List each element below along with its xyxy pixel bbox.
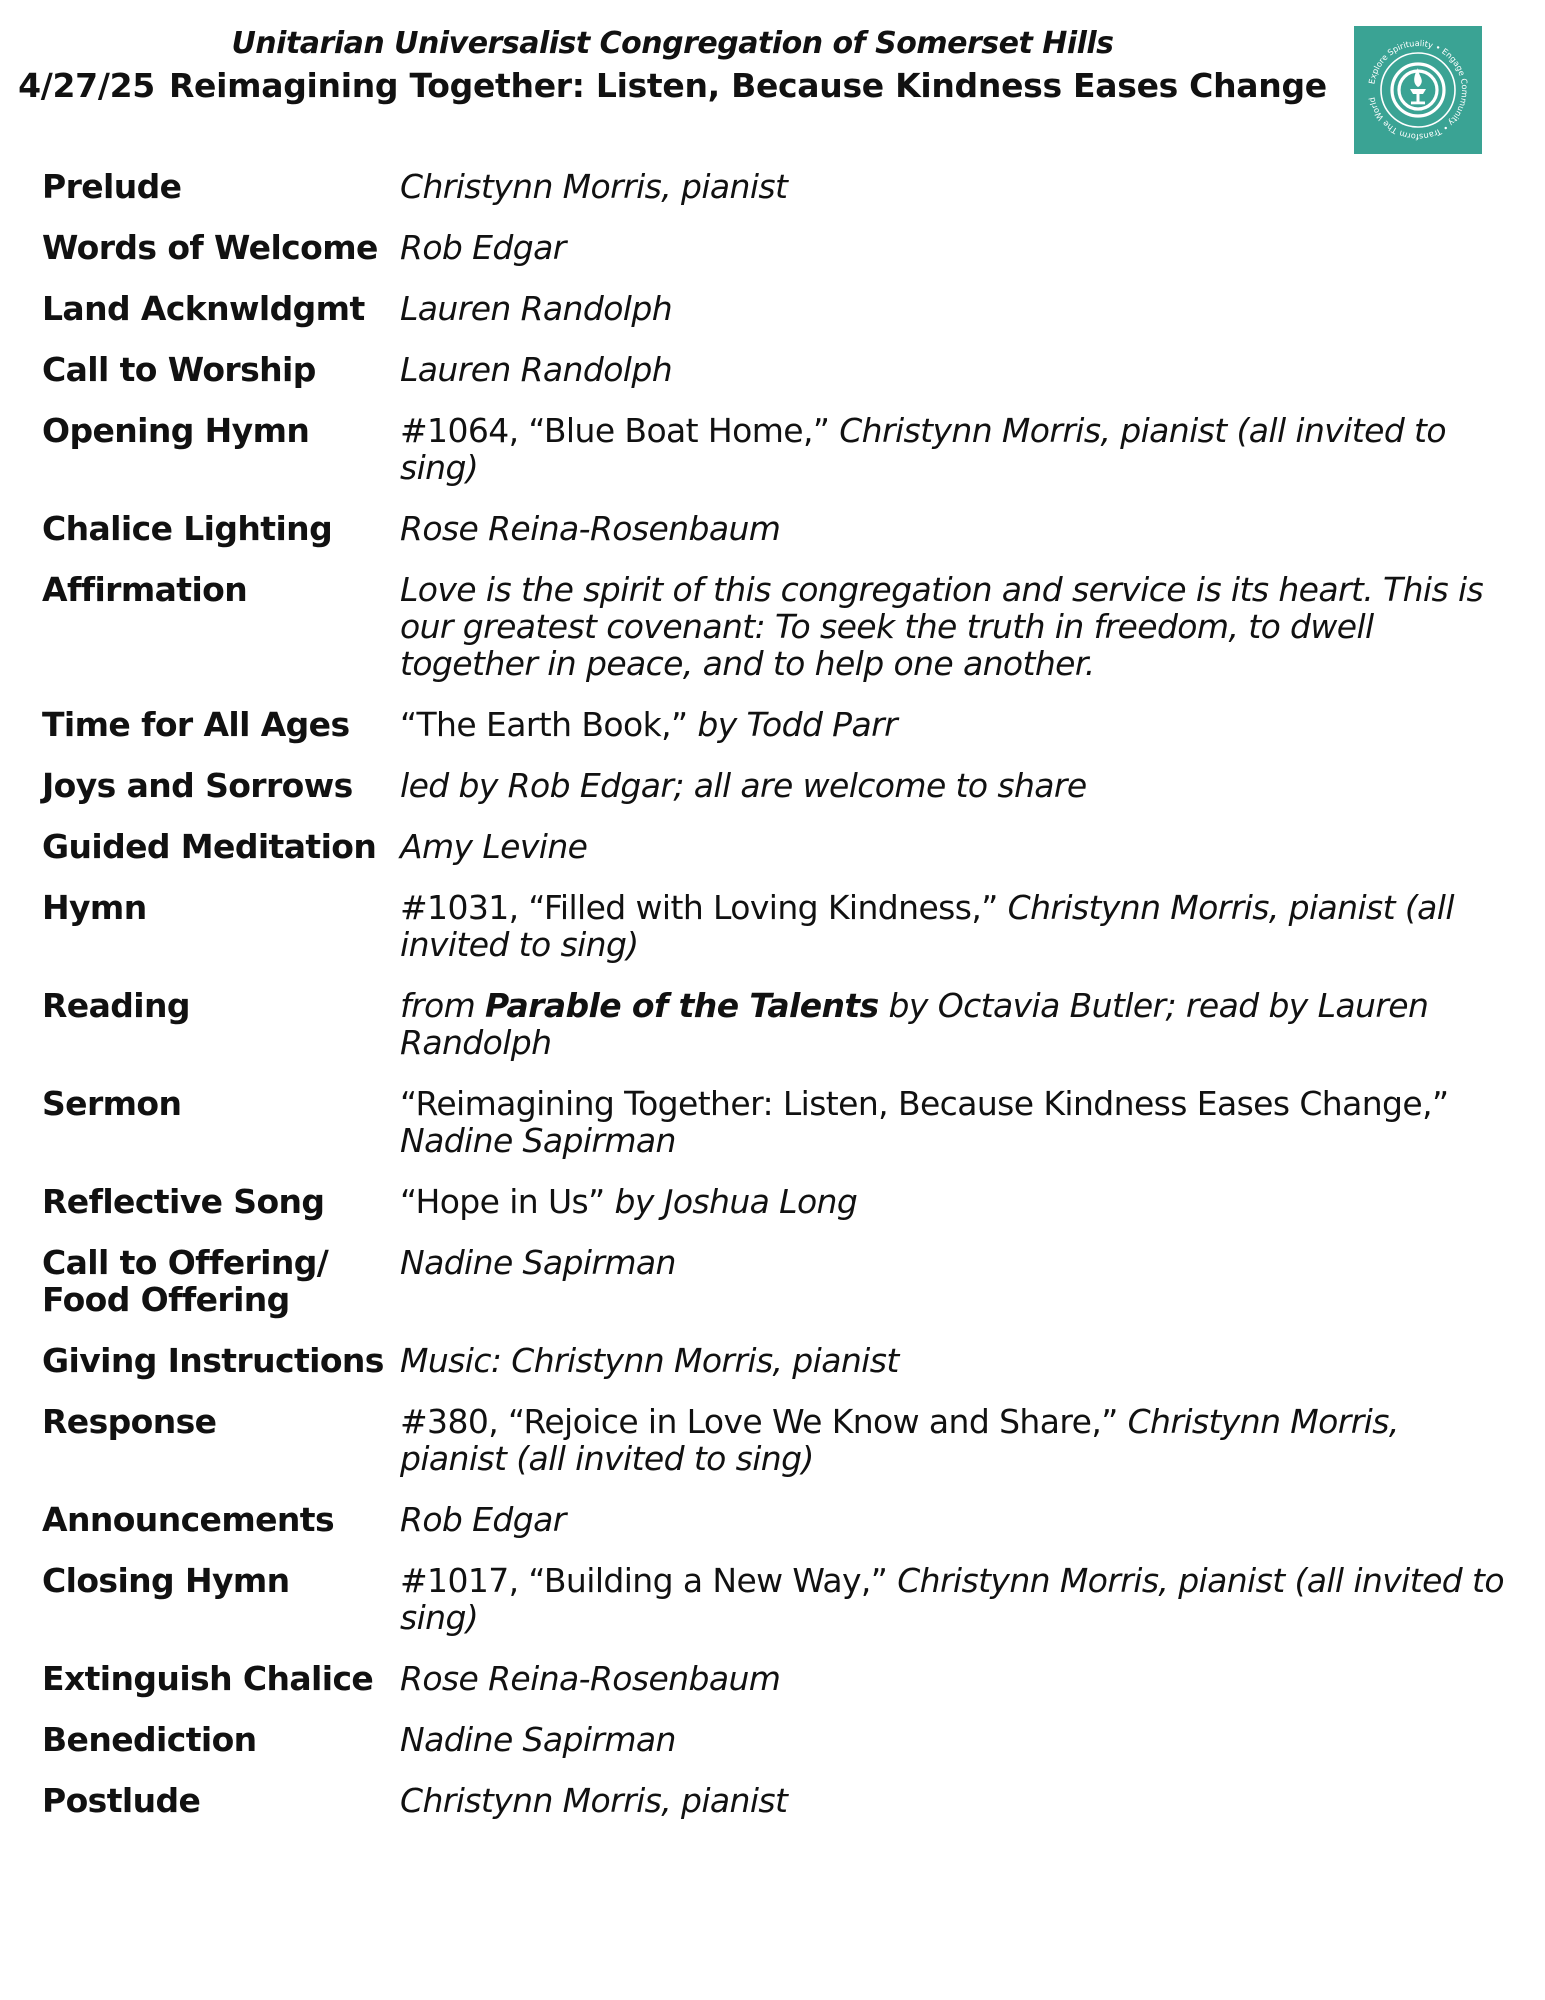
- service-item-value: [400, 229, 1512, 266]
- service-item-text: Christynn Morris, pianist (all invited to sing): [400, 1402, 1399, 1478]
- service-item-text: Lauren Randolph: [400, 350, 673, 389]
- order-of-service: [42, 168, 1512, 1843]
- service-item-label: Reading: [42, 986, 190, 1025]
- service-item-label: Words of Welcome: [42, 228, 378, 267]
- service-item-text: #1031, “Filled with Loving Kindness,”: [400, 888, 1008, 927]
- service-item-text: #380, “Rejoice in Love We Know and Share,”: [400, 1402, 1128, 1441]
- service-item: [42, 1244, 1512, 1318]
- service-item-value: [400, 889, 1512, 963]
- service-item: [42, 706, 1512, 743]
- service-theme: Reimagining Together: Listen, Because Kindness Eases Change: [168, 66, 1327, 105]
- service-item-text: Lauren Randolph: [400, 289, 673, 328]
- service-item-label: Prelude: [42, 167, 182, 206]
- service-item-text: Rob Edgar: [400, 1500, 566, 1539]
- service-item-text: Christynn Morris, pianist (all invited to sing): [400, 1561, 1504, 1637]
- service-item: [42, 168, 1512, 205]
- service-item-label: Land Acknwldgmt: [42, 289, 365, 328]
- service-item-value: [400, 168, 1512, 205]
- service-item-text: by Octavia Butler; read by Lauren Randolph: [400, 986, 1429, 1062]
- service-item-label: Sermon: [42, 1084, 182, 1123]
- service-item-value: [400, 1403, 1512, 1477]
- service-item-value: [400, 1782, 1512, 1819]
- service-item-value: [400, 351, 1512, 388]
- service-item-label: Guided Meditation: [42, 827, 377, 866]
- service-item-value: [400, 1085, 1512, 1159]
- service-item-value: [400, 1660, 1512, 1697]
- service-item-value: [400, 1244, 1512, 1281]
- service-item-label: Time for All Ages: [42, 705, 350, 744]
- service-item-label: Chalice Lighting: [42, 509, 333, 548]
- service-item-value: [400, 412, 1512, 486]
- service-item-text: “Reimagining Together: Listen, Because Kindness Eases Change,”: [400, 1084, 1449, 1123]
- service-item: [42, 1721, 1512, 1758]
- service-item-value: [400, 706, 1512, 743]
- service-item: [42, 510, 1512, 547]
- service-item-label: Hymn: [42, 888, 147, 927]
- service-item-value: [400, 510, 1512, 547]
- service-item-text: from: [400, 986, 486, 1025]
- service-item-text: led by Rob Edgar; all are welcome to share: [400, 766, 1087, 805]
- service-item-text: Parable of the Talents: [485, 986, 879, 1025]
- service-item-text: Nadine Sapirman: [400, 1720, 676, 1759]
- service-item-value: [400, 1721, 1512, 1758]
- service-item: [42, 987, 1512, 1061]
- service-item: [42, 1403, 1512, 1477]
- service-item: [42, 229, 1512, 266]
- service-item-label: Call to Worship: [42, 350, 316, 389]
- service-item: [42, 1782, 1512, 1819]
- service-item-label: Call to Offering/ Food Offering: [42, 1243, 329, 1319]
- service-item-label: Extinguish Chalice: [42, 1659, 374, 1698]
- service-item-value: [400, 767, 1512, 804]
- service-item-value: [400, 1501, 1512, 1538]
- org-name: Unitarian Universalist Congregation of Somerset Hills: [231, 26, 1114, 61]
- service-item-text: Rob Edgar: [400, 228, 566, 267]
- service-item-label: Affirmation: [42, 570, 248, 609]
- service-item: [42, 571, 1512, 682]
- service-item-value: [400, 290, 1512, 327]
- service-item-text: Rose Reina-Rosenbaum: [400, 509, 781, 548]
- service-item-text: Christynn Morris, pianist: [400, 1781, 788, 1820]
- service-item-label: Postlude: [42, 1781, 201, 1820]
- service-item-text: Music: Christynn Morris, pianist: [400, 1341, 899, 1380]
- service-item-text: “The Earth Book,”: [400, 705, 698, 744]
- service-item: [42, 1501, 1512, 1538]
- service-item-text: Amy Levine: [400, 827, 588, 866]
- service-item-text: #1064, “Blue Boat Home,”: [400, 411, 840, 450]
- service-item-label: Announcements: [42, 1500, 335, 1539]
- service-item-text: Nadine Sapirman: [400, 1243, 676, 1282]
- service-item: [42, 351, 1512, 388]
- service-item-text: by Joshua Long: [614, 1182, 858, 1221]
- service-item-value: [400, 1183, 1512, 1220]
- service-item-label: Reflective Song: [42, 1182, 325, 1221]
- service-item: [42, 1085, 1512, 1159]
- header: [0, 24, 1345, 108]
- service-item-value: [400, 1342, 1512, 1379]
- service-item-text: Christynn Morris, pianist: [400, 167, 788, 206]
- service-item: [42, 828, 1512, 865]
- service-item-value: [400, 987, 1512, 1061]
- service-item: [42, 1183, 1512, 1220]
- service-item: [42, 1342, 1512, 1379]
- service-item-value: [400, 1562, 1512, 1636]
- service-item: [42, 1660, 1512, 1697]
- service-item-text: Rose Reina-Rosenbaum: [400, 1659, 781, 1698]
- service-item-value: [400, 571, 1512, 682]
- service-item-label: Giving Instructions: [42, 1341, 384, 1380]
- service-item-text: “Hope in Us”: [400, 1182, 615, 1221]
- service-item-label: Benediction: [42, 1720, 257, 1759]
- service-item-label: Closing Hymn: [42, 1561, 290, 1600]
- service-item-text: Christynn Morris, pianist (all invited to sing): [400, 888, 1454, 964]
- service-date: 4/27/25: [18, 66, 155, 105]
- uu-chalice-logo: [1354, 26, 1482, 154]
- service-item: [42, 889, 1512, 963]
- service-title: [0, 64, 1345, 108]
- service-item-label: Response: [42, 1402, 217, 1441]
- service-item: [42, 1562, 1512, 1636]
- service-item-text: Christynn Morris, pianist (all invited to sing): [400, 411, 1446, 487]
- service-item-text: Love is the spirit of this congregation and service is its heart. This is our greatest covenant: To seek the truth in freedom, to dwell together in peace, and to help one another.: [400, 570, 1484, 683]
- service-item-label: Joys and Sorrows: [42, 766, 353, 805]
- service-item-label: Opening Hymn: [42, 411, 310, 450]
- flaming-chalice-icon: [1354, 26, 1482, 154]
- service-item-value: [400, 828, 1512, 865]
- service-item-text: Nadine Sapirman: [400, 1121, 676, 1160]
- service-item: [42, 767, 1512, 804]
- service-item: [42, 412, 1512, 486]
- service-item: [42, 290, 1512, 327]
- service-item-text: #1017, “Building a New Way,”: [400, 1561, 898, 1600]
- logo-ring-text: Explore Spirituality • Engage Community • Transform The World: [1366, 37, 1471, 143]
- service-item-text: by Todd Parr: [697, 705, 898, 744]
